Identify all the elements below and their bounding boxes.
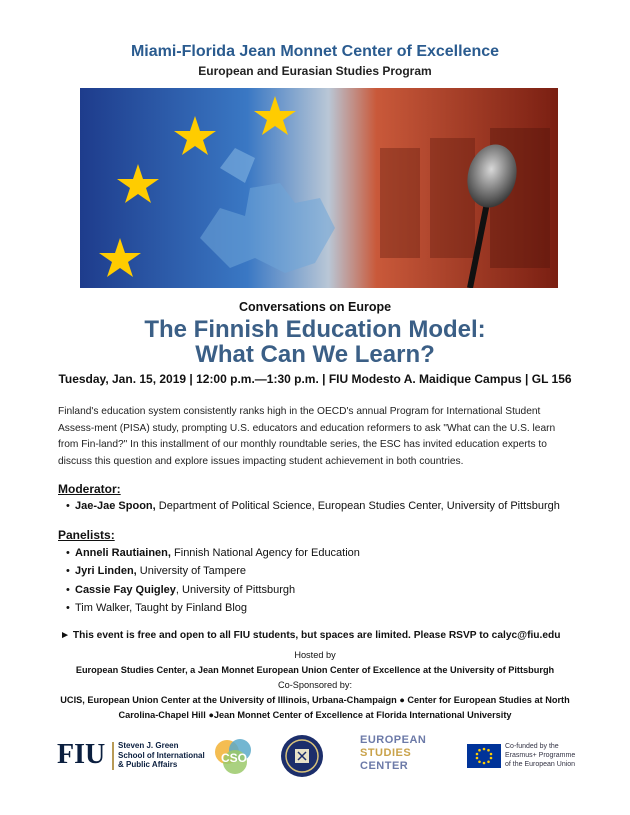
cso-logo xyxy=(213,738,255,776)
cosponsored-line2: Carolina-Chapel Hill ●Jean Monnet Center of Excellence at Florida International University xyxy=(118,710,512,720)
esc-line: EUROPEAN xyxy=(360,734,427,746)
panelist-item: • Jyri Linden, University of Tampere xyxy=(66,565,246,577)
cosponsored-line1: UCIS, European Union Center at the University of Illinois, Urbana-Champaign ● Center for European Studies at North xyxy=(60,695,570,705)
fiu-divider xyxy=(112,742,114,770)
intro-paragraph: Finland's education system consistently ranks high in the OECD's annual Program for International Student Assess-ment (PISA) study, prompting U.S. educators and education reformers to ask "What can the U.S. learn from Fin-land?" In this installment of our monthly roundtable series, the ESC has invited education experts to discuss this question and explore issues impacting student achievement in both countries. xyxy=(58,406,556,467)
moderator-item: • Jae-Jae Spoon, Department of Political Science, European Studies Center, University of Pittsburgh xyxy=(66,500,560,512)
moderator-heading: Moderator: xyxy=(58,482,121,496)
header-title: Miami-Florida Jean Monnet Center of Excellence xyxy=(130,43,500,60)
panelist-item: • Anneli Rautiainen, Finnish National Agency for Education xyxy=(66,547,360,559)
panelist-name: Jyri Linden, xyxy=(75,565,137,577)
fiu-logo xyxy=(57,740,207,772)
fiu-wordmark: FIU xyxy=(57,739,106,770)
erasmus-line: Erasmus+ Programme xyxy=(505,752,576,759)
panelist-affiliation: University of Tampere xyxy=(136,565,246,577)
event-title xyxy=(0,317,630,367)
erasmus-logo xyxy=(467,742,587,770)
fiu-school-name xyxy=(118,741,205,770)
erasmus-line: of the European Union xyxy=(505,761,576,768)
hosted-text: European Studies Center, a Jean Monnet European Union Center of Excellence at the University of Pittsburgh xyxy=(75,665,555,675)
panelists-heading: Panelists: xyxy=(58,528,115,542)
panelist-affiliation: , University of Pittsburgh xyxy=(175,584,296,596)
erasmus-line: Co-funded by the xyxy=(505,743,559,750)
fiu-school-line: Steven J. Green xyxy=(118,741,179,750)
panelist-name: Cassie Fay Quigley xyxy=(75,584,176,596)
eu-flag-icon xyxy=(467,744,501,768)
rsvp-notice: ► This event is free and open to all FIU students, but spaces are limited. Please RSVP to calyc@fiu.edu xyxy=(60,630,561,641)
panelist-affiliation: Tim Walker, Taught by Finland Blog xyxy=(75,602,248,614)
fiu-school-line: School of International xyxy=(118,750,205,760)
event-series: Conversations on Europe xyxy=(238,300,392,314)
panelist-item: • Cassie Fay Quigley, University of Pittsburgh xyxy=(66,584,296,596)
erasmus-text xyxy=(505,742,575,769)
european-studies-center-logo xyxy=(360,734,435,776)
pitt-seal-logo xyxy=(280,734,324,778)
fiu-school-line: & Public Affairs xyxy=(118,760,178,769)
cosponsored-label: Co-Sponsored by: xyxy=(277,680,353,690)
moderator-name: Jae-Jae Spoon, xyxy=(75,500,156,512)
event-title-line2: What Can We Learn? xyxy=(195,341,435,368)
header-subtitle: European and Eurasian Studies Program xyxy=(198,64,432,78)
cso-text: CSO xyxy=(220,751,247,765)
esc-line: STUDIES xyxy=(360,747,412,759)
panelist-affiliation: Finnish National Agency for Education xyxy=(170,547,360,559)
event-date-location: Tuesday, Jan. 15, 2019 | 12:00 p.m.—1:30 p.m. | FIU Modesto A. Maidique Campus | GL 156 xyxy=(58,372,572,386)
moderator-affiliation: Department of Political Science, European Studies Center, University of Pittsburgh xyxy=(155,500,560,512)
event-title-line1: The Finnish Education Model: xyxy=(144,316,486,343)
hosted-label: Hosted by xyxy=(294,650,336,660)
panelist-name: Anneli Rautiainen, xyxy=(75,547,171,559)
banner-image xyxy=(80,88,558,288)
panelist-item: • Tim Walker, Taught by Finland Blog xyxy=(66,602,248,614)
esc-line: CENTER xyxy=(360,760,409,772)
